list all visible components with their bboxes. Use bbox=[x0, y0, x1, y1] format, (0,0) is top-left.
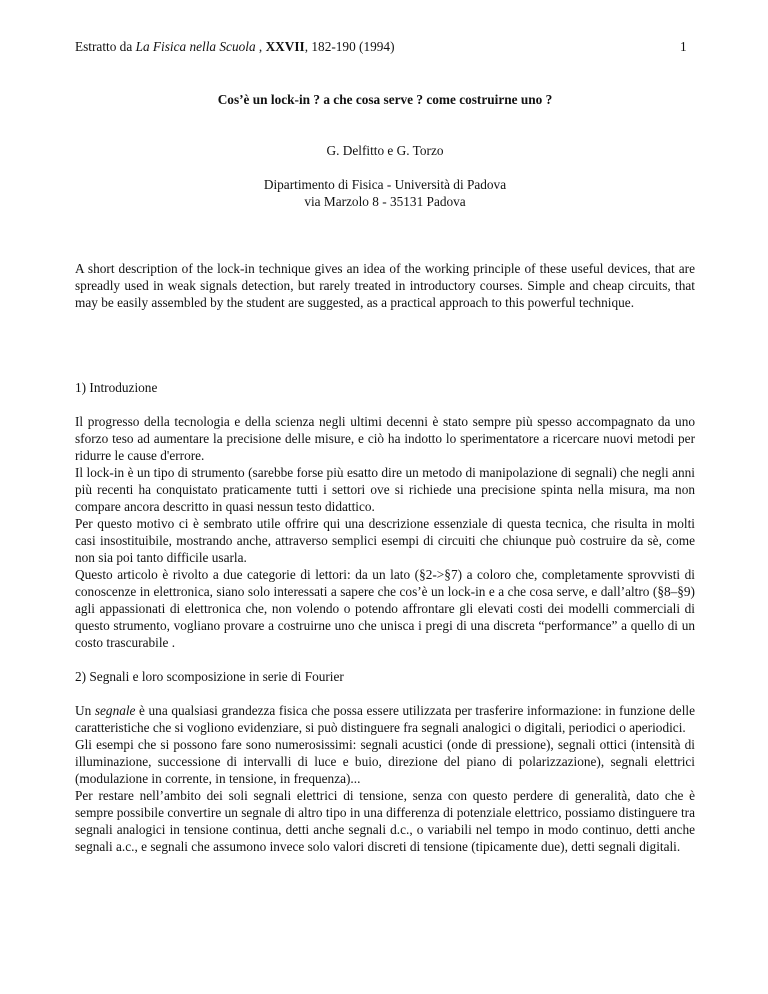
citation-pages-year: , 182-190 (1994) bbox=[304, 39, 395, 54]
section-heading-segnali: 2) Segnali e loro scomposizione in serie di Fourier bbox=[75, 669, 344, 684]
paper-title: Cos’è un lock-in ? a che cosa serve ? come costruirne uno ? bbox=[217, 92, 553, 107]
paragraph: Il progresso della tecnologia e della scienza negli ultimi decenni è stato sempre più spesso accompagnato da uno sforzo teso ad aumentare la precisione delle misure, e ciò ha indotto lo sperimentatore a ricercare nuovi metodi per ridurre le cause d'errore. bbox=[75, 414, 695, 463]
text-run: è una qualsiasi grandezza fisica che possa essere utilizzata per trasferire informazione: in funzione delle caratteristiche che si vogliono evidenziare, si può distinguere fra segnali analogici o digitali, periodici o aperiodici. bbox=[75, 703, 695, 735]
affiliation-line-1: Dipartimento di Fisica - Università di Padova bbox=[263, 177, 507, 192]
journal-volume: XXVII bbox=[265, 39, 305, 54]
page-number: 1 bbox=[680, 39, 687, 54]
journal-name: La Fisica nella Scuola bbox=[135, 39, 256, 54]
paper-authors: G. Delfitto e G. Torzo bbox=[326, 143, 444, 158]
section-introduzione-body bbox=[75, 413, 695, 651]
paragraph: Per restare nell’ambito dei soli segnali elettrici di tensione, senza con questo perdere di generalità, dato che è sempre possibile convertire un segnale di altro tipo in una differenza di potenziale elettrico, possiamo distinguere tra segnali analogici in tensione continua, detti anche segnali d.c., o variabili nel tempo in modo continuo, detti anche segnali a.c., e segnali che assumono invece solo valori discreti di tensione (tipicamente due), detti segnali digitali. bbox=[75, 788, 695, 854]
citation-prefix: Estratto da bbox=[75, 39, 136, 54]
affiliation-line-2: via Marzolo 8 - 35131 Padova bbox=[304, 194, 466, 209]
paragraph: Per questo motivo ci è sembrato utile offrire qui una descrizione essenziale di questa tecnica, che risulta in molti casi insostituibile, mostrando anche, attraverso semplici esempi di circuiti che chiunque può costruire da sè, come non sia poi tanto difficile usarla. bbox=[75, 516, 695, 565]
paragraph: Gli esempi che si possono fare sono numerosissimi: segnali acustici (onde di pressione), segnali ottici (intensità di illuminazione, successione di intervalli di luce e buio, direzione del piano di polarizzazione), segnali elettrici (modulazione in corrente, in tensione, in frequenza)... bbox=[75, 737, 695, 786]
abstract: A short description of the lock-in technique gives an idea of the working principle of these useful devices, that are spreadly used in weak signals detection, but rarely treated in introductory courses. Simple and cheap circuits, that may be easily assembled by the student are suggested, as a practical approach to this powerful technique. bbox=[75, 261, 695, 310]
paragraph bbox=[75, 702, 695, 736]
paragraph: Il lock-in è un tipo di strumento (sarebbe forse più esatto dire un metodo di manipolazione di segnali) che negli anni più recenti ha conquistato praticamente tutti i settori ove si richiede una precisione spinta nella misura, ma non compare ancora descritto in quasi nessun testo didattico. bbox=[75, 465, 695, 514]
section-heading-introduzione: 1) Introduzione bbox=[75, 380, 158, 395]
paper-page bbox=[75, 38, 695, 855]
section-segnali-body bbox=[75, 702, 695, 855]
citation-header bbox=[75, 38, 695, 55]
paragraph: Questo articolo è rivolto a due categorie di lettori: da un lato (§2->§7) a coloro che, completamente sprovvisti di conoscenze in elettronica, siano solo interessati a sapere che cos’è un lock-in e a che cosa serve, e dall’altro (§8–§9) agli appassionati di elettronica che, non volendo o potendo affrontare gli elevati costi dei modelli commerciali di questo strumento, vogliano provare a costruirne uno che unisca i pregi di una discreta “performance” a quello di un costo trascurabile . bbox=[75, 567, 695, 650]
citation-sep: , bbox=[255, 39, 266, 54]
emphasis-term: segnale bbox=[94, 703, 136, 718]
affiliation bbox=[75, 176, 695, 210]
text-run: Un bbox=[75, 703, 95, 718]
